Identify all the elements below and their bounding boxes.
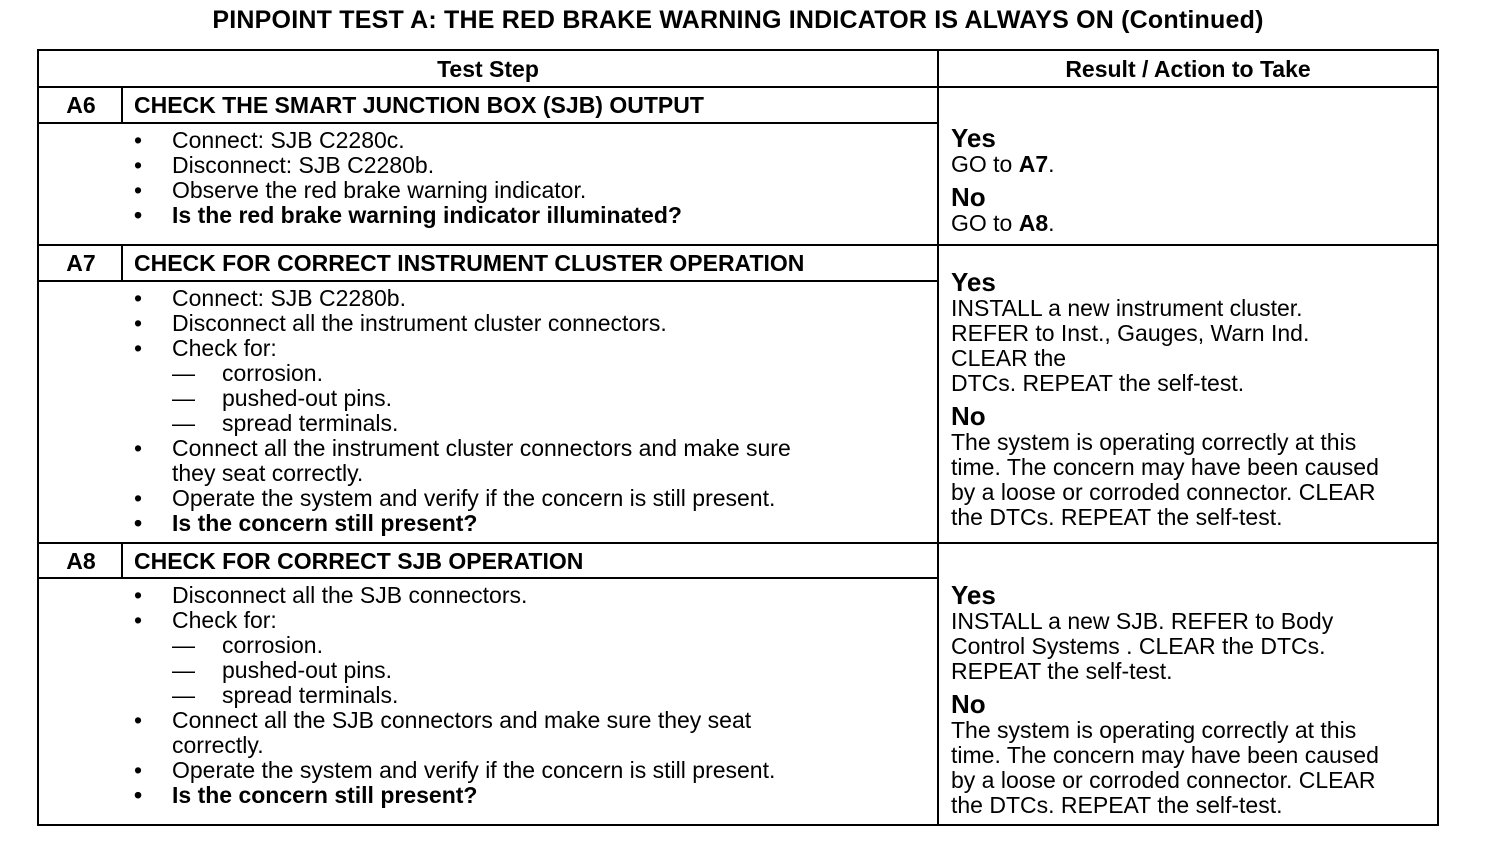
list-item-text: Is the concern still present? bbox=[172, 782, 478, 808]
list-item bbox=[134, 128, 682, 153]
step-title-divider bbox=[39, 280, 937, 282]
result-text: CLEAR the bbox=[951, 345, 1067, 371]
sub-item bbox=[134, 633, 775, 658]
list-item-text: Observe the red brake warning indicator. bbox=[172, 177, 587, 203]
result-text: GO to bbox=[951, 151, 1019, 177]
result-step-ref: A8 bbox=[1018, 210, 1049, 236]
dash-marker: — bbox=[172, 682, 195, 708]
step-id: A8 bbox=[66, 548, 96, 574]
header-test-step: Test Step bbox=[437, 56, 539, 82]
sub-item-text: pushed-out pins. bbox=[222, 657, 393, 683]
result-heading: No bbox=[951, 401, 986, 431]
result-text: . bbox=[1048, 151, 1055, 177]
step-result bbox=[951, 268, 1379, 530]
list-item-text: Disconnect: SJB C2280b. bbox=[172, 152, 435, 178]
result-line bbox=[951, 743, 1379, 768]
result-text: The system is operating correctly at this bbox=[951, 717, 1357, 743]
result-heading: Yes bbox=[951, 267, 996, 297]
sub-item bbox=[134, 683, 775, 708]
result-line bbox=[951, 634, 1379, 659]
list-item bbox=[134, 486, 791, 511]
step-items bbox=[134, 583, 775, 808]
bullet-marker: • bbox=[134, 435, 143, 461]
step-result bbox=[951, 124, 1055, 236]
list-item bbox=[134, 286, 791, 311]
sub-item-text: pushed-out pins. bbox=[222, 385, 393, 411]
column-divider bbox=[937, 51, 939, 824]
bullet-marker: • bbox=[134, 582, 143, 608]
list-item-text: Connect: SJB C2280c. bbox=[172, 127, 405, 153]
bullet-marker: • bbox=[134, 177, 143, 203]
sub-item bbox=[134, 386, 791, 411]
bullet-marker: • bbox=[134, 285, 143, 311]
dash-marker: — bbox=[172, 632, 195, 658]
sub-item bbox=[134, 361, 791, 386]
bullet-marker: • bbox=[134, 707, 143, 733]
result-heading: No bbox=[951, 689, 986, 719]
result-line bbox=[951, 152, 1055, 177]
result-line bbox=[951, 346, 1379, 371]
result-text: REPEAT the self-test. bbox=[951, 658, 1173, 684]
dash-marker: — bbox=[172, 410, 195, 436]
step-title: CHECK FOR CORRECT INSTRUMENT CLUSTER OPERATION bbox=[134, 250, 805, 276]
list-item bbox=[134, 608, 775, 633]
list-item bbox=[134, 311, 791, 336]
list-item-text: Is the red brake warning indicator illuminated? bbox=[172, 202, 682, 228]
result-heading: Yes bbox=[951, 580, 996, 610]
list-item-text: Is the concern still present? bbox=[172, 510, 478, 536]
list-item bbox=[134, 783, 775, 808]
result-text: the DTCs. REPEAT the self-test. bbox=[951, 792, 1283, 818]
result-line bbox=[951, 296, 1379, 321]
sub-item-text: spread terminals. bbox=[222, 682, 399, 708]
result-text: DTCs. REPEAT the self-test. bbox=[951, 370, 1245, 396]
list-item-continuation bbox=[134, 461, 791, 486]
list-item bbox=[134, 153, 682, 178]
list-item bbox=[134, 336, 791, 361]
sub-item-text: corrosion. bbox=[222, 360, 323, 386]
bullet-marker: • bbox=[134, 152, 143, 178]
result-text: time. The concern may have been caused bbox=[951, 454, 1379, 480]
sub-item-text: corrosion. bbox=[222, 632, 323, 658]
list-item-continuation bbox=[134, 733, 775, 758]
list-item bbox=[134, 511, 791, 536]
list-item-text: Connect: SJB C2280b. bbox=[172, 285, 406, 311]
result-line bbox=[951, 609, 1379, 634]
bullet-marker: • bbox=[134, 127, 143, 153]
list-item bbox=[134, 758, 775, 783]
list-item-text: they seat correctly. bbox=[172, 460, 364, 486]
sub-item bbox=[134, 411, 791, 436]
list-item bbox=[134, 708, 775, 733]
dash-marker: — bbox=[172, 657, 195, 683]
result-line bbox=[951, 768, 1379, 793]
list-item-text: Operate the system and verify if the concern is still present. bbox=[172, 485, 776, 511]
bullet-marker: • bbox=[134, 202, 143, 228]
sub-item bbox=[134, 658, 775, 683]
result-line bbox=[951, 430, 1379, 455]
result-text: REFER to Inst., Gauges, Warn Ind. bbox=[951, 320, 1310, 346]
step-result bbox=[951, 581, 1379, 818]
list-item-text: Connect all the SJB connectors and make sure they seat bbox=[172, 707, 752, 733]
result-text: GO to bbox=[951, 210, 1019, 236]
result-line bbox=[951, 659, 1379, 684]
bullet-marker: • bbox=[134, 335, 143, 361]
result-line bbox=[951, 480, 1379, 505]
step-id: A7 bbox=[66, 250, 96, 276]
page-title: PINPOINT TEST A: THE RED BRAKE WARNING INDICATOR IS ALWAYS ON (Continued) bbox=[212, 6, 1264, 34]
bullet-marker: • bbox=[134, 485, 143, 511]
result-line bbox=[951, 211, 1055, 236]
header-result-action: Result / Action to Take bbox=[1065, 56, 1311, 82]
result-step-ref: A7 bbox=[1018, 151, 1049, 177]
list-item-text: Disconnect all the SJB connectors. bbox=[172, 582, 528, 608]
step-items bbox=[134, 286, 791, 536]
bullet-marker: • bbox=[134, 757, 143, 783]
list-item bbox=[134, 436, 791, 461]
dash-marker: — bbox=[172, 360, 195, 386]
bullet-marker: • bbox=[134, 607, 143, 633]
result-line bbox=[951, 455, 1379, 480]
list-item-text: correctly. bbox=[172, 732, 264, 758]
bullet-marker: • bbox=[134, 782, 143, 808]
list-item-text: Disconnect all the instrument cluster connectors. bbox=[172, 310, 667, 336]
list-item-text: Operate the system and verify if the concern is still present. bbox=[172, 757, 776, 783]
step-title-divider bbox=[39, 122, 937, 124]
step-title: CHECK FOR CORRECT SJB OPERATION bbox=[134, 548, 584, 574]
result-text: Control Systems . CLEAR the DTCs. bbox=[951, 633, 1326, 659]
step-id: A6 bbox=[66, 92, 96, 118]
result-text: The system is operating correctly at this bbox=[951, 429, 1357, 455]
result-text: time. The concern may have been caused bbox=[951, 742, 1379, 768]
result-line bbox=[951, 793, 1379, 818]
list-item bbox=[134, 203, 682, 228]
result-line bbox=[951, 371, 1379, 396]
step-items bbox=[134, 128, 682, 228]
list-item bbox=[134, 178, 682, 203]
list-item-text: Connect all the instrument cluster connectors and make sure bbox=[172, 435, 791, 461]
result-heading: No bbox=[951, 182, 986, 212]
bullet-marker: • bbox=[134, 310, 143, 336]
result-line bbox=[951, 321, 1379, 346]
result-heading: Yes bbox=[951, 123, 996, 153]
result-text: INSTALL a new instrument cluster. bbox=[951, 295, 1303, 321]
list-item bbox=[134, 583, 775, 608]
bullet-marker: • bbox=[134, 510, 143, 536]
result-text: . bbox=[1048, 210, 1055, 236]
result-text: INSTALL a new SJB. REFER to Body bbox=[951, 608, 1334, 634]
result-line bbox=[951, 718, 1379, 743]
sub-item-text: spread terminals. bbox=[222, 410, 399, 436]
step-title: CHECK THE SMART JUNCTION BOX (SJB) OUTPUT bbox=[134, 92, 704, 118]
result-line bbox=[951, 505, 1379, 530]
result-text: by a loose or corroded connector. CLEAR bbox=[951, 767, 1376, 793]
pinpoint-test-table bbox=[37, 49, 1439, 826]
list-item-text: Check for: bbox=[172, 335, 277, 361]
result-text: the DTCs. REPEAT the self-test. bbox=[951, 504, 1283, 530]
list-item-text: Check for: bbox=[172, 607, 277, 633]
result-text: by a loose or corroded connector. CLEAR bbox=[951, 479, 1376, 505]
dash-marker: — bbox=[172, 385, 195, 411]
